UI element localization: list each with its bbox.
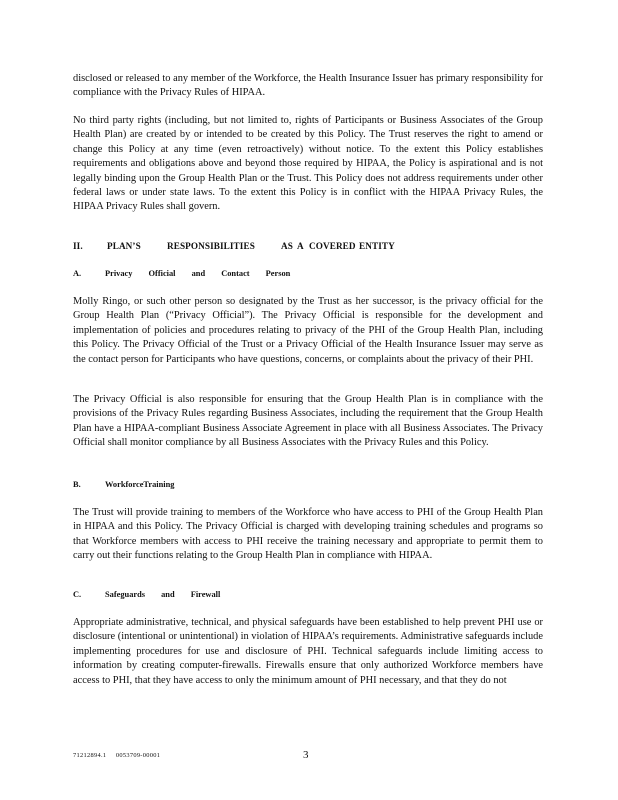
heading-word: ENTITY: [359, 241, 395, 251]
paragraph-safeguards-firewall: Appropriate administrative, technical, and physical safeguards have been established to help prevent PHI use or disclosure (intentional or unintentional) in violation of HIPAA’s requirements. Administrative safeguards include implementing procedures for use and disclosure of PHI. Technical safeguards include limiting access to information by creating computer-firewalls. Firewalls ensure that only authorized Workforce members have access to PHI, that they have access to only the minimum amount of PHI necessary, and that they do not: [73, 617, 543, 686]
paragraph-privacy-official: Molly Ringo, or such other person so designated by the Trust as her successor, is the privacy official for the Group Health Plan (“Privacy Official”). The Privacy Official is responsible for the development and implementation of policies and procedures relating to privacy of the PHI of the Group Health Plan, including this Policy. The Privacy Official of the Trust or a Privacy Official of the Health Insurance Issuer may serve as the contact person for Participants who have questions, concerns, or complaints about the privacy of their PHI.: [73, 296, 543, 365]
heading-word: PLAN’S: [107, 241, 141, 251]
subsection-letter: B.: [73, 480, 81, 489]
subsection-title: Workforce Training: [105, 480, 175, 489]
heading-word: A: [297, 241, 304, 251]
subsection-heading-privacy-official: [73, 269, 290, 278]
paragraph-workforce-training: The Trust will provide training to members of the Workforce who have access to PHI of the Group Health Plan in HIPAA and this Policy. The Privacy Official is charged with developing training schedules and programs so that Workforce members with access to PHI receive the training necessary and appropriate to permit them to carry out their functions relating to the Group Health Plan in compliance with HIPAA.: [73, 507, 543, 562]
footer-document-code: 71212894.1 0053709-00001: [73, 752, 161, 759]
subsection-letter: C.: [73, 590, 82, 599]
subsection-letter: A.: [73, 269, 82, 278]
paragraph-business-associates: The Privacy Official is also responsible for ensuring that the Group Health Plan is in compliance with the provisions of the Privacy Rules regarding Business Associates, including the requirement that the Group Health Plan have a HIPAA-compliant Business Associate Agreement in place with all Business Associates. The Privacy Official shall monitor compliance by all Business Associates with the Privacy Rules and this Policy.: [73, 394, 543, 449]
paragraph-workforce-disclosure: disclosed or released to any member of the Workforce, the Health Insurance Issuer has primary responsibility for compliance with the Privacy Rules of HIPAA.: [73, 73, 543, 99]
section-heading-plan-responsibilities: [73, 241, 395, 251]
subsection-heading-safeguards: [73, 590, 220, 599]
heading-word: RESPONSIBILITIES: [167, 241, 255, 251]
heading-word: COVERED: [309, 241, 356, 251]
subsection-title: Safeguards and Firewall: [105, 590, 221, 599]
page-number: 3: [303, 749, 309, 761]
section-number: II.: [73, 241, 83, 251]
paragraph-third-party-rights: No third party rights (including, but not limited to, rights of Participants or Business Associates of the Group Health Plan) are created by or intended to be created by this Policy. The Trust reserves the right to amend or change this Policy at any time (even retroactively) without notice. To the extent this Policy establishes requirements and obligations above and beyond those required by HIPAA, the Policy is aspirational and is not legally binding upon the Group Health Plan or the Trust. This Policy does not address requirements under other federal laws or under state laws. To the extent this Policy is in conflict with the HIPAA Privacy Rules, the HIPAA Privacy Rules shall govern.: [73, 115, 543, 213]
subsection-title: Privacy Official and Contact Person: [105, 269, 291, 278]
heading-word: AS: [281, 241, 293, 251]
subsection-heading-workforce-training: [73, 480, 174, 489]
